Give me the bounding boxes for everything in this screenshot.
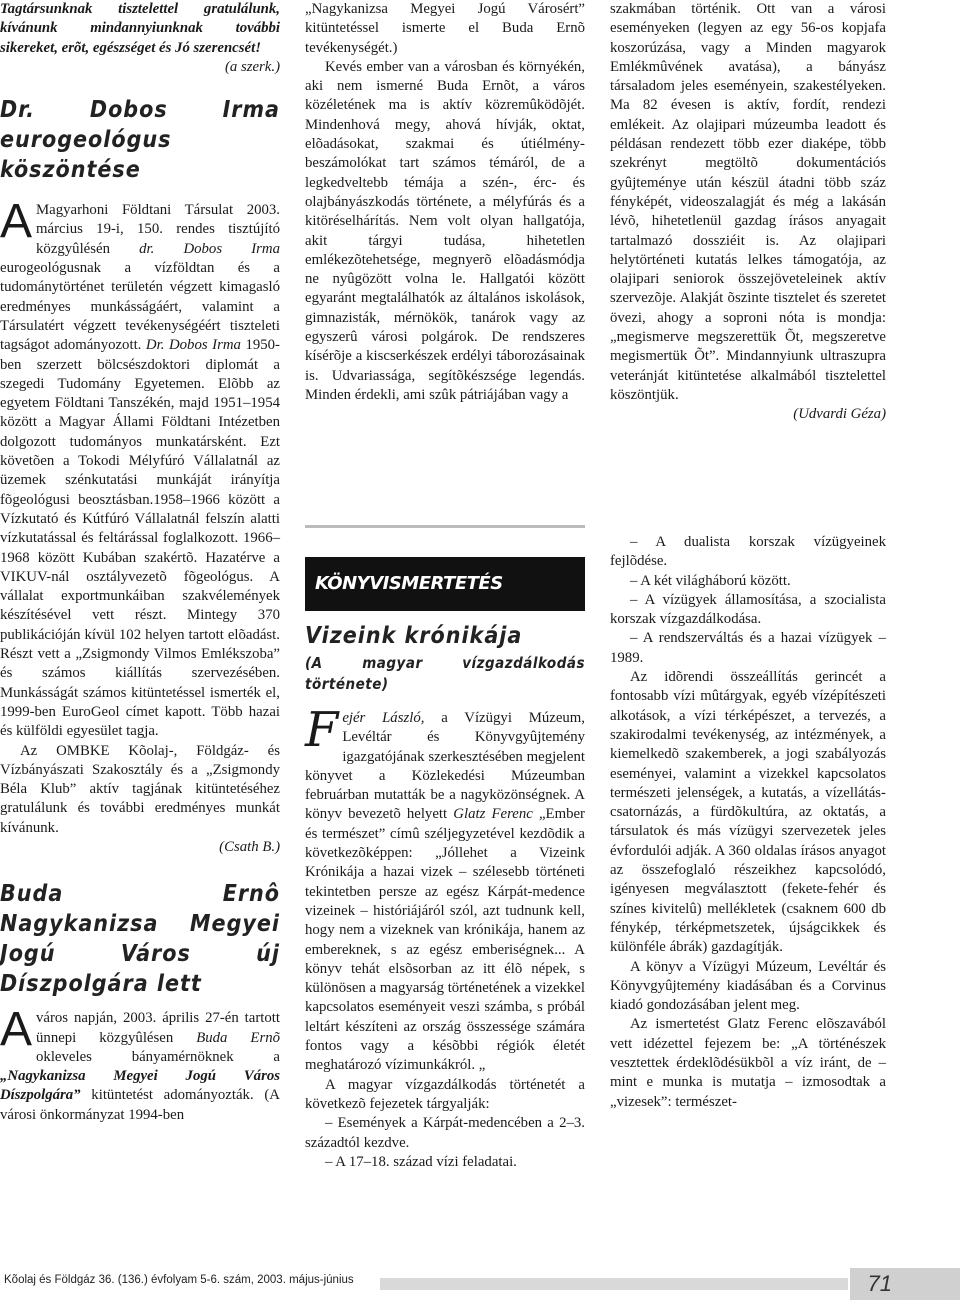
buda-continued: „Nagykanizsa Megyei Jogú Városért” kitüntetéssel ismerte el Buda Ernõ tevékenységét.) — [305, 1, 585, 56]
article-title-buda: Buda Ernô Nagykanizsa Megyei Jogú Város új Díszpolgára lett — [0, 881, 280, 998]
footer-bar — [380, 1278, 848, 1290]
buda-text-2: okleveles bányamérnöknek a — [36, 1048, 280, 1065]
review-contents: Az idõrendi összeállítás gerincét a fontosabb vízi mûtárgyak, egyéb vízépítészeti alkotások, a vízi térképészet, a tervezés, a szakirodalmi tevékenység, az intézmények, a kiemelkedõ szakemberek, a jogi szabályozás eseményei, valamint a vizekkel kapcsolatos természeti jelenségek, a kutatás, a vízellátás-csatornázás, a fürdõkultúra, az oktatás, a társulatok és más vízügyi szervezetek jeles évfordulói adják. A 360 oldalas írásos anyagot az összefoglaló részeikhez kapcsolódó, igényesen megválasztott (fekete-fehér és színes kivitelû) mellékletek (csaknem 600 db fénykép, térképmetszetek, újságcikkek és különféle ábrák) gazdagítják. — [610, 669, 886, 956]
dropcap-a-2: A — [0, 1003, 33, 1057]
page-number: 71 — [867, 1271, 892, 1296]
dobos-closing: Az OMBKE Kõolaj-, Földgáz- és Vízbányászati Szakosztály és a „Zsigmondy Béla Klub” aktív tagjának kitüntetéséhez gratulálunk és további eredményes munkát kívánunk. — [0, 742, 280, 836]
chapter-item: – A dualista korszak vízügyeinek fejlõdése. — [610, 534, 886, 570]
dobos-text-2: eurogeológusnak a vízföldtan és a tudománytörténet területén végzett kimagasló eredményes munkásságáért, valamint a Társulatért végzett tevékenységéért tiszteleti tagságot adományozott. — [0, 260, 280, 354]
article-dobos-body — [0, 195, 280, 741]
buda-award: „Nagykanizsa Megyei Jogú Város Díszpolgára” — [0, 1068, 280, 1104]
intro-signature: (a szerk.) — [224, 58, 280, 75]
journal-citation: Kõolaj és Földgáz 36. (136.) évfolyam 5-6. szám, 2003. május-június — [4, 1274, 354, 1286]
dobos-name-1: dr. Dobos Irma — [139, 240, 280, 257]
buda-portrait-end: szakmában történik. Ott van a városi eseményeken (legyen az egy 56-os kopjafa koszorúzása, vagy a Minden magyarok Emlékmûvének avatása), a bányász társaladom jeles eseményein, szakestélyeken. Ma 82 évesen is aktív, fordít, rendezi emlékeit. Az olajipari múzeumba leadott és példásan rendezett több ezer diaképe, több szekrényt megtöltõ dokumentációs gyûjteménye után készül átadni több száz fényképét, videoszalagját és még a lakásán lévõ, hihetetlenül gazdag írásos anyagait tartalmazó dossziéit is. Az olajipari helytörténeti kutatás lelkes támogatója, az olajipari seniorok összejöveteleinek aktív szervezõje. Alakját õszinte tisztelet és szeretet övezi, ahogy a soproni nóta is mondja: „megismerve megszerettük Õt, megszeretve megismertük Õt”. Mindannyiunk ultraszupra veteránját kitüntetése alkalmából tisztelettel köszöntjük. — [610, 1, 886, 403]
section-banner: KÖNYVISMERTETÉS — [305, 557, 585, 611]
dobos-text-3: 1950-ben szerzett bölcsészdoktori diplomát a szegedi Tudomány Egyetemen. Elõbb az egyetem Földtani Tanszékén, majd 1951–1954 között a Magyar Állami Földtani Intézetben dolgozott tudományos munkatársként. Ezt követõen a Tokodi Mélyfúró Vállalatnál az üzemek szénkutatási munkáját irányítja fõgeológusi beosztásban.1958–1966 között a Vízkutató és Kútfúró Vállalatnál felszín alatti vízkutatással és feltárással foglalkozott. 1966–1968 között Kubában szakértõ. Hazatérve a VIKUV-nál osztályvezetõ fõgeológus. A vállalat exportmunkáiban szakvélemények készítésével vett részt. Mintegy 370 publikációján kívül 102 helyen tartott elõadást. Részt vett a „Zsigmondy Vilmos Emlékszoba” és számos kiállítás szervezésében. Munkásságát számos kitüntetéssel ismerték el, 1999-ben EuroGeol címet kapott. Több hazai és külföldi egyesület tagja. — [0, 337, 280, 740]
review-closing: Az ismertetést Glatz Ferenc elõszavából vett idézettel fejezem be: „A történészek vesztettek érdeklõdésükbõl a víz iránt, de – mint e munka is mutatja – izmosodtak a „vizesek”: természet- — [610, 1016, 886, 1110]
review-text-2: „Ember és természet” címû széljegyzetével kezdõdik a következõképpen: „Jóllehet a Vizeink Krónikája a hazai vizek – szélesebb történeti tekintetben persze az egész Kárpát-medence vizeinek – históriájáról szól, azt tudnunk kell, hogy nem a vizeknek van krónikája, hanem az embereknek, s az egész emberiségnek... A könyv tehát elsõsorban az itt élõ népek, s különösen a magyarság történetének a vizekkel kapcsolatos eseményeit veszi számba, s próbál leltárt készíteni az ország összessége számára fontos vagy a késõbbi régiók életét meghatározó vízimunkákról. „ — [305, 806, 585, 1074]
review-publisher: A könyv a Vízügyi Múzeum, Levéltár és Könyvgyûjtemény kiadásában és a Corvinus kiadó gondozásában jelent meg. — [610, 958, 886, 1014]
column-2 — [305, 0, 585, 405]
chapter-item: – Események a Kárpát-medencében a 2–3. századtól kezdve. — [305, 1115, 585, 1151]
buda-name: Buda Ernõ — [196, 1029, 281, 1046]
review-chapters-intro: A magyar vízgazdálkodás történetét a következõ fejezetek tárgyalják: — [305, 1076, 585, 1112]
dropcap-f: F — [305, 702, 339, 758]
article-title-dobos: Dr. Dobos Irma eurogeológus köszöntése — [0, 97, 280, 184]
section-divider — [305, 525, 585, 528]
page-number-box — [850, 1268, 960, 1300]
column-1 — [0, 0, 280, 1125]
book-review-cont — [610, 533, 886, 1112]
review-author: ejér László, — [342, 710, 425, 726]
dobos-name-2: Dr. Dobos Irma — [145, 337, 241, 354]
buda-text-1: város napján, 2003. április 27-én tartott ünnepi közgyûlésen — [36, 1010, 280, 1046]
review-glatz: Glatz Ferenc — [453, 806, 533, 823]
chapter-item: – A vízügyek államosítása, a szocialista korszak vízgazdálkodása. — [610, 591, 886, 628]
review-text-1: a Vízügyi Múzeum, Levéltár és Könyvgyûjtemény igazgatójának szerkesztésében megjelent könyvet a Közlekedési Múzeumban februárban mutatták be a nagyközönségnek. A könyv bevezetõ helyett — [305, 710, 585, 823]
column-3 — [610, 0, 886, 425]
review-title: Vizeink krónikája — [305, 623, 523, 649]
buda-portrait: Kevés ember van a városban és környékén, aki nem ismerné Buda Ernõt, a város közéletének ma is aktív közremûködõjét. Mindenhová megy, ahová hívják, oktat, elõadásokat, szakmai és útiélmény-beszámolókat tart számos témáról, de a legkedveltebb témája a szén-, érc- és olajbányászkodás története, a mélyfúrás és a kitöréselhárítás. Nem volt olyan hallgatója, akit tárgyi tudása, hihetetlen emlékezõtehetsége, megnyerõ elõadásmódja ne nyûgözött volna le. Hallgatói között egyaránt megtalálhatók az általános iskolások, gimnazisták, mérnökök, tanárok vagy az egyszerû városi polgárok. De rendszeres kísérõje a kiscserkészek erdélyi táborozásainak is. Udvariassága, segítõkészsége legendás. Minden érdekli, ami szûk pátriájában vagy a — [305, 58, 585, 403]
chapter-item: – A két világháború között. — [630, 572, 791, 589]
buda-signature: (Udvardi Géza) — [793, 406, 886, 423]
review-subtitle: (A magyar vízgazdálkodás története) — [305, 654, 585, 693]
dropcap-a: A — [0, 195, 33, 249]
dobos-text-1: Magyarhoni Földtani Társulat 2003. március 19-i, 150. rendes tisztújító közgyûlésén — [36, 202, 280, 257]
dobos-signature: (Csath B.) — [219, 838, 280, 855]
review-body — [305, 702, 585, 1076]
chapter-item: – A rendszerváltás és a hazai vízügyek – 1989. — [610, 630, 886, 666]
intro-congrats: Tagtársunknak tisztelettel gratulálunk, kívánunk mindannyiunknak további sikereket, erõt, egészséget és Jó szerencsét! — [0, 1, 280, 56]
article-buda-body — [0, 1003, 281, 1125]
chapter-item: – A 17–18. század vízi feladatai. — [325, 1153, 517, 1170]
book-review — [305, 557, 585, 1172]
buda-text-3: kitüntetést adományozták. (A városi önkormányzat 1994-ben — [0, 1087, 280, 1123]
page-footer — [0, 1268, 960, 1300]
